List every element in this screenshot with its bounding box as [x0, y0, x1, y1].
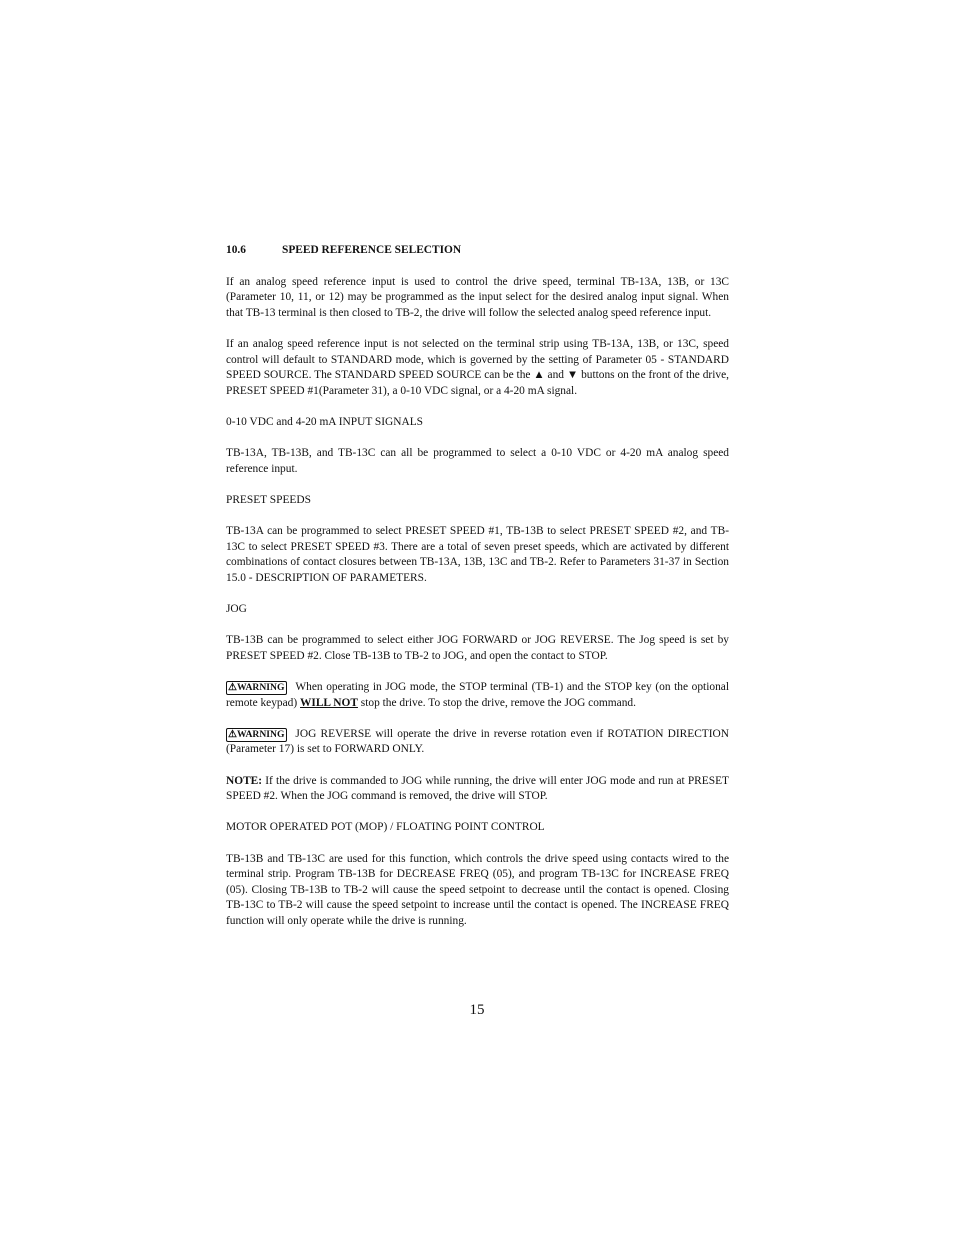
- paragraph-jog: TB-13B can be programmed to select either JOG FORWARD or JOG REVERSE. The Jog speed is set by PRESET SPEED #2. Close TB-13B to TB-2 to JOG, and open the contact to STOP.: [226, 634, 729, 662]
- warning-jog-reverse: [226, 727, 729, 758]
- page-body: [226, 243, 729, 945]
- up-arrow-icon: ▲: [533, 369, 545, 382]
- section-title: SPEED REFERENCE SELECTION: [282, 244, 462, 256]
- down-arrow-icon: ▼: [566, 369, 579, 382]
- paragraph-standard-mode-text-1: If an analog speed reference input is not selected on the terminal strip using TB-13A, 13B, or 13C, speed control will default to STANDARD mode, which is governed by the setting of Parameter 05 - STANDARD SPEED SOURCE. The STANDARD SPEED SOURCE can be the: [226, 337, 729, 382]
- will-not-emphasis: WILL NOT: [300, 696, 358, 709]
- subheading-input-signals: 0-10 VDC and 4-20 mA INPUT SIGNALS: [226, 415, 424, 428]
- paragraph-standard-mode: [226, 337, 729, 399]
- paragraph-preset-speeds: TB-13A can be programmed to select PRESET SPEED #1, TB-13B to select PRESET SPEED #2, and TB-13C to select PRESET SPEED #3. There are a total of seven preset speeds, which are activated by different combinations of contact closures between TB-13A, 13B, 13C and TB-2. Refer to Parameters 31-37 in Section 15.0 - DESCRIPTION OF PARAMETERS.: [226, 525, 729, 584]
- warning-badge: [226, 681, 287, 695]
- paragraph-standard-mode-and: and: [544, 369, 567, 382]
- warning-icon: ⚠: [228, 682, 237, 694]
- paragraph-analog-input: If an analog speed reference input is used to control the drive speed, terminal TB-13A, 13B, or 13C (Parameter 10, 11, or 12) may be programmed as the input select for the desired analog input signal. When that TB-13 terminal is then closed to TB-2, the drive will follow the selected analog speed reference input.: [226, 275, 729, 319]
- subheading-preset-speeds: PRESET SPEEDS: [226, 493, 311, 506]
- note-text: If the drive is commanded to JOG while running, the drive will enter JOG mode and run at PRESET SPEED #2. When the JOG command is removed, the drive will STOP.: [226, 774, 729, 803]
- paragraph-mop: TB-13B and TB-13C are used for this function, which controls the drive speed using contacts wired to the terminal strip. Program TB-13B for DECREASE FREQ (05), and program TB-13C for INCREASE FREQ (05). Closing TB-13B to TB-2 will cause the speed setpoint to decrease until the contact is opened. Closing TB-13C to TB-2 will cause the speed setpoint to increase until the contact is opened. The INCREASE FREQ function will only operate while the drive is running.: [226, 852, 729, 927]
- page-number: 15: [469, 1002, 485, 1018]
- subheading-jog: JOG: [226, 603, 247, 616]
- warning-icon: ⚠: [228, 728, 237, 740]
- paragraph-standard-mode-text-2: buttons on the front of the drive, PRESET SPEED #1(Parameter 31), a 0-10 VDC signal, or a 4-20 mA signal.: [226, 369, 729, 397]
- section-heading: [226, 243, 729, 259]
- subheading-mop: MOTOR OPERATED POT (MOP) / FLOATING POINT CONTROL: [226, 821, 545, 834]
- note-jog-running: [226, 774, 729, 805]
- paragraph-input-signals: TB-13A, TB-13B, and TB-13C can all be programmed to select a 0-10 VDC or 4-20 mA analog speed reference input.: [226, 447, 729, 475]
- warning-jog-reverse-text: JOG REVERSE will operate the drive in reverse rotation even if ROTATION DIRECTION (Parameter 17) is set to FORWARD ONLY.: [226, 727, 729, 756]
- warning-jog-stop-text-1: When operating in JOG mode, the STOP terminal (TB-1) and the STOP key (on the optional remote keypad): [226, 681, 729, 709]
- warning-jog-stop: [226, 680, 729, 711]
- warning-label: WARNING: [236, 728, 285, 740]
- warning-jog-stop-text-2: stop the drive. To stop the drive, remove the JOG command.: [357, 696, 636, 709]
- note-label: NOTE:: [226, 774, 263, 787]
- warning-badge: [226, 728, 287, 742]
- section-number: 10.6: [226, 244, 246, 256]
- warning-label: WARNING: [236, 682, 285, 694]
